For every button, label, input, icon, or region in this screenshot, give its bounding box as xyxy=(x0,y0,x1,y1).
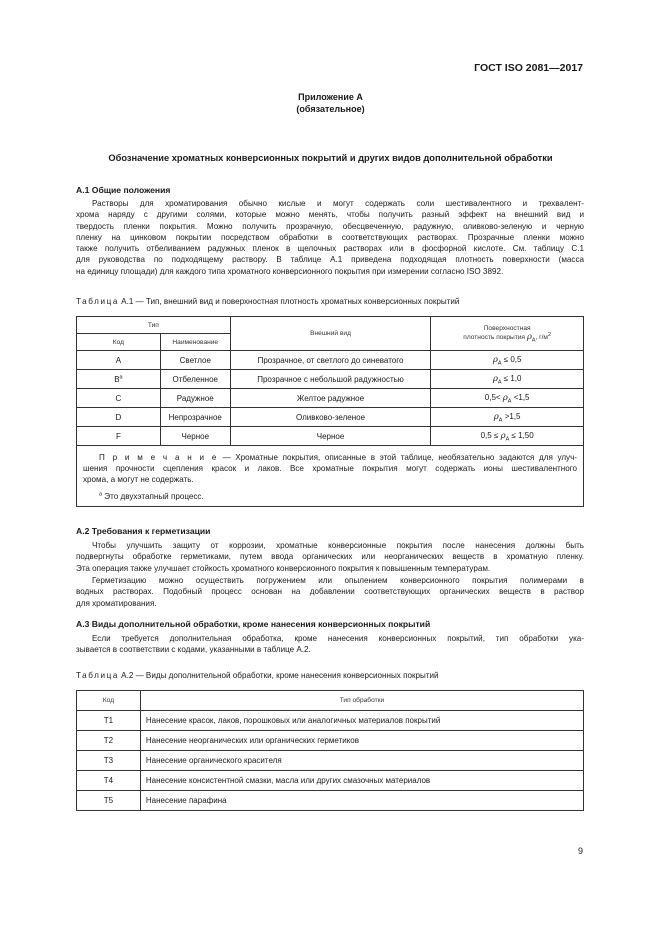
cell-appearance: Желтое радужное xyxy=(230,389,431,408)
rho-symbol: ρ xyxy=(526,332,532,342)
table-row xyxy=(77,389,584,408)
code-text: A xyxy=(115,355,122,365)
code-text: C xyxy=(115,393,122,403)
text-line: водных растворах. Подобный процесс основан на добавлении соответствующих органических веществ в раствор xyxy=(76,587,584,597)
density-value: <1,5 xyxy=(511,393,530,402)
cell-code xyxy=(77,408,161,427)
density-prefix: 0,5< xyxy=(484,393,503,402)
header-type: Тип xyxy=(77,317,231,334)
cell-treatment: Нанесение красок, лаков, порошковых или аналогичных материалов покрытий xyxy=(140,711,583,731)
cell-density xyxy=(431,351,584,370)
cell-code xyxy=(77,389,161,408)
cell-code: T5 xyxy=(77,791,141,811)
cell-treatment: Нанесение органического красителя xyxy=(140,751,583,771)
text-line: Чтобы улучшить защиту от коррозии, хроматные конверсионные покрытия после нанесения должны быть xyxy=(92,541,584,550)
cell-appearance: Черное xyxy=(230,427,431,446)
density-unit: , г/м xyxy=(535,334,548,341)
cell-treatment: Нанесение консистентной смазки, масла или других смазочных материалов xyxy=(140,771,583,791)
density-value: ≤ 1,50 xyxy=(509,431,534,440)
table-row xyxy=(77,370,584,389)
table-a1-caption xyxy=(76,297,459,306)
table-note-row xyxy=(77,446,584,507)
footnote-mark: a xyxy=(99,490,103,497)
table-row xyxy=(77,427,584,446)
header-name: Наименование xyxy=(160,334,230,351)
note-line: хрома, а могут не содержать. xyxy=(83,475,194,485)
rho-subscript: A xyxy=(507,398,512,405)
table-row xyxy=(77,731,584,751)
section-a1-paragraph xyxy=(76,198,584,277)
table-row xyxy=(77,791,584,811)
text-line: подвергнуты обработке герметиками, путем ввода органических или неорганических веществ в хроматную пленку. xyxy=(76,552,584,562)
text-line: твердость пленки покрытия. Можно получить прозрачную, обесцвеченную, радужную, оливково-зеленую и черную xyxy=(76,221,584,231)
cell-name: Светлое xyxy=(160,351,230,370)
cell-name: Черное xyxy=(160,427,230,446)
rho-subscript: A xyxy=(497,360,502,367)
cell-code: T4 xyxy=(77,771,141,791)
page-number: 9 xyxy=(577,846,583,856)
note-line xyxy=(83,452,577,463)
rho-symbol: ρ xyxy=(493,412,499,422)
note-label: П р и м е ч а н и е xyxy=(99,453,218,462)
text-line: для хроматирования. xyxy=(76,598,157,608)
table-note xyxy=(77,446,584,507)
text-line: Эта операция также улучшает стойкость хроматного конверсионного покрытия к повышенным температурам. xyxy=(76,563,491,573)
density-value: ≤ 1,0 xyxy=(501,374,522,383)
table-header-row xyxy=(77,691,584,711)
caption-text: А.1 — Тип, внешний вид и поверхностная плотность хроматных конверсионных покрытий xyxy=(118,297,460,306)
appendix-subtitle: (обязательное) xyxy=(296,104,365,114)
text-line: зывается в соответствии с кодами, указанными в таблице А.2. xyxy=(76,645,311,655)
text-line: Герметизацию можно осуществить погружением или опылением конверсионного покрытия полимерами в xyxy=(92,576,584,585)
rho-subscript: A xyxy=(497,379,502,386)
cell-density xyxy=(431,408,584,427)
rho-symbol: ρ xyxy=(502,393,508,403)
rho-subscript: A xyxy=(498,417,503,424)
cell-density xyxy=(431,389,584,408)
density-value: ≤ 0,5 xyxy=(501,355,522,364)
section-a2-paragraph-2 xyxy=(76,575,584,609)
section-a2-paragraph-1 xyxy=(76,540,584,574)
table-row xyxy=(77,408,584,427)
rho-symbol: ρ xyxy=(492,374,498,384)
note-text: — Хроматные покрытия, описанные в этой таблице, необязательно задаются для улуч- xyxy=(222,453,577,462)
rho-symbol: ρ xyxy=(500,431,506,441)
header-code: Код xyxy=(77,691,141,711)
header-density-line1: Поверхностная xyxy=(483,325,531,332)
caption-text: А.2 — Виды дополнительной обработки, кроме нанесения конверсионных покрытий xyxy=(118,671,439,680)
table-row xyxy=(77,711,584,731)
cell-treatment: Нанесение парафина xyxy=(140,791,583,811)
note-line: шения прочности сцепления красок и лаков. Все хроматные покрытия могут содержать ионы шестивалентного xyxy=(83,464,577,474)
table-header-row xyxy=(77,317,584,334)
text-line: хрома наряду с другими солями, которые можно менять, чтобы получить разный эффект на внешний вид и xyxy=(76,210,584,220)
unit-exponent: 2 xyxy=(547,331,552,338)
caption-label: Таблица xyxy=(76,297,119,306)
rho-subscript: A xyxy=(505,436,510,443)
header-code: Код xyxy=(77,334,161,351)
table-row xyxy=(77,351,584,370)
cell-name: Отбеленное xyxy=(160,370,230,389)
cell-code: T3 xyxy=(77,751,141,771)
footnote-ref: a xyxy=(119,373,123,380)
table-row xyxy=(77,771,584,791)
rho-subscript: A xyxy=(531,337,536,344)
density-prefix: 0,5 ≤ xyxy=(480,431,501,440)
cell-appearance: Оливково-зеленое xyxy=(230,408,431,427)
table-row xyxy=(77,751,584,771)
cell-code: T2 xyxy=(77,731,141,751)
rho-symbol: ρ xyxy=(492,355,498,365)
text-line: пленку на цинковом покрытии посредством обработки в соответствующих растворах. Прозрачные пленки можно xyxy=(76,232,584,242)
table-a1 xyxy=(76,316,584,507)
section-a3-heading: А.3 Виды дополнительной обработки, кроме нанесения конверсионных покрытий xyxy=(76,619,431,629)
code-text: F xyxy=(115,431,121,441)
cell-name: Непрозрачное xyxy=(160,408,230,427)
cell-appearance: Прозрачное с небольшой радужностью xyxy=(230,370,431,389)
section-a2-heading: А.2 Требования к герметизации xyxy=(76,526,211,536)
cell-code xyxy=(77,427,161,446)
text-line: на единицу площади) для каждого типа хроматного конверсионного покрытия при измерении согласно ISO 3892. xyxy=(76,266,504,276)
section-a3-paragraph xyxy=(76,633,584,656)
text-line: также получить отбеливанием радужных пленок в щелочных растворах или в фосфорной кислоте. См. таблицу С.1 xyxy=(76,244,584,254)
footnote-text: Это двухэтапный процесс. xyxy=(102,491,204,501)
table-a2-caption xyxy=(76,671,439,680)
table-a2 xyxy=(76,690,584,811)
caption-label: Таблица xyxy=(76,671,119,680)
cell-density xyxy=(431,427,584,446)
cell-code xyxy=(77,370,161,389)
cell-code xyxy=(77,351,161,370)
code-text: B xyxy=(114,374,120,384)
appendix-title: Приложение А xyxy=(298,92,363,102)
text-line: Растворы для хроматирования обычно кислые и могут содержать соли шестивалентного и трехвалент- xyxy=(92,199,584,208)
header-treatment-type: Тип обработки xyxy=(140,691,583,711)
code-text: D xyxy=(115,412,122,422)
cell-name: Радужное xyxy=(160,389,230,408)
cell-treatment: Нанесение неорганических или органических герметиков xyxy=(140,731,583,751)
text-line: для руководства по подходящему раствору. В таблице А.1 приведена подходящая плотность поверхности (масса xyxy=(76,255,584,265)
cell-code: T1 xyxy=(77,711,141,731)
header-density xyxy=(431,317,584,351)
cell-appearance: Прозрачное, от светлого до синеватого xyxy=(230,351,431,370)
text-line: Если требуется дополнительная обработка, кроме нанесения конверсионных покрытий, тип обработки ука- xyxy=(92,634,584,643)
header-appearance: Внешний вид xyxy=(230,317,431,351)
density-value: >1,5 xyxy=(502,412,521,421)
table-footnote xyxy=(83,491,577,502)
cell-density xyxy=(431,370,584,389)
section-a1-heading: А.1 Общие положения xyxy=(76,185,171,195)
header-density-line2: плотность покрытия xyxy=(463,334,525,341)
main-title: Обозначение хроматных конверсионных покрытий и других видов дополнительной обработки xyxy=(108,153,553,163)
standard-header: ГОСТ ISO 2081—2017 xyxy=(474,62,583,74)
